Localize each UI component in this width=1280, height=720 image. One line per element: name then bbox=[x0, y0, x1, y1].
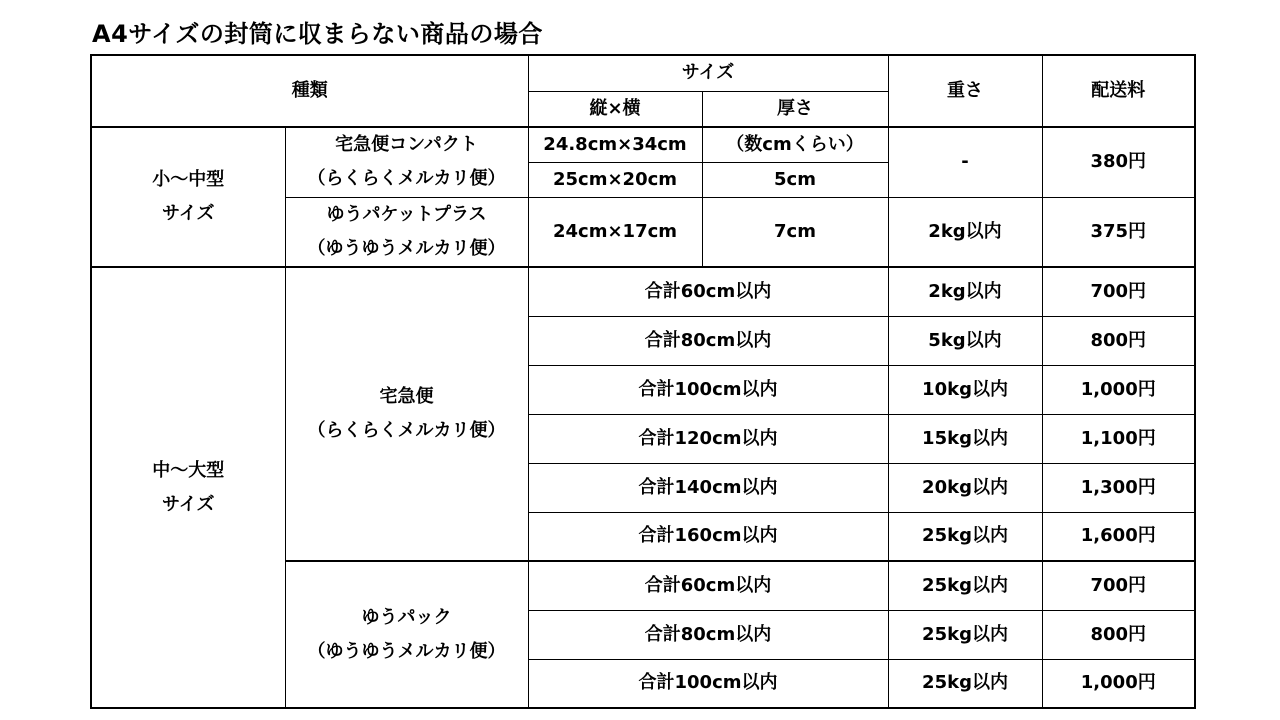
fee-cell: 1,600円 bbox=[1042, 512, 1195, 561]
category-label-line: サイズ bbox=[161, 202, 215, 224]
service-name: 宅急便 bbox=[379, 386, 434, 407]
weight-cell: 25kg以内 bbox=[888, 512, 1042, 561]
dims-cell: 25cm×20cm bbox=[528, 162, 702, 197]
dims-cell: 24cm×17cm bbox=[528, 197, 702, 267]
weight-cell: 10kg以内 bbox=[888, 365, 1042, 414]
fee-cell: 1,300円 bbox=[1042, 463, 1195, 512]
fee-cell: 700円 bbox=[1042, 561, 1195, 610]
dims-cell: 24.8cm×34cm bbox=[528, 127, 702, 163]
header-fee: 配送料 bbox=[1042, 55, 1195, 127]
table-row bbox=[91, 267, 1195, 316]
service-name: ゆうパケットプラス bbox=[326, 203, 487, 225]
service-packet bbox=[285, 197, 528, 267]
weight-cell: 20kg以内 bbox=[888, 463, 1042, 512]
size-cell: 合計100cm以内 bbox=[528, 659, 888, 708]
service-subname: （ゆうゆうメルカリ便） bbox=[307, 237, 506, 259]
header-thickness: 厚さ bbox=[702, 91, 888, 127]
service-subname: （らくらくメルカリ便） bbox=[307, 168, 506, 189]
fee-cell: 380円 bbox=[1042, 127, 1195, 198]
weight-cell: 25kg以内 bbox=[888, 659, 1042, 708]
thickness-cell: 5cm bbox=[702, 162, 888, 197]
fee-cell: 800円 bbox=[1042, 316, 1195, 365]
weight-cell: 25kg以内 bbox=[888, 610, 1042, 659]
page-title: A4サイズの封筒に収まらない商品の場合 bbox=[92, 20, 543, 48]
weight-cell: 25kg以内 bbox=[888, 561, 1042, 610]
fee-cell: 1,000円 bbox=[1042, 659, 1195, 708]
size-cell: 合計140cm以内 bbox=[528, 463, 888, 512]
shipping-table bbox=[90, 54, 1196, 709]
header-weight: 重さ bbox=[888, 55, 1042, 127]
weight-cell: 5kg以内 bbox=[888, 316, 1042, 365]
service-compact bbox=[285, 127, 528, 198]
header-row bbox=[91, 55, 1195, 91]
table-row bbox=[91, 127, 1195, 163]
fee-cell: 1,100円 bbox=[1042, 414, 1195, 463]
category-label-line: サイズ bbox=[161, 493, 215, 515]
size-cell: 合計60cm以内 bbox=[528, 267, 888, 316]
weight-cell: 2kg以内 bbox=[888, 267, 1042, 316]
fee-cell: 1,000円 bbox=[1042, 365, 1195, 414]
weight-cell: 15kg以内 bbox=[888, 414, 1042, 463]
thickness-cell: （数cmくらい） bbox=[702, 127, 888, 163]
service-subname: （ゆうゆうメルカリ便） bbox=[307, 640, 506, 662]
size-cell: 合計60cm以内 bbox=[528, 561, 888, 610]
header-dims: 縦×横 bbox=[528, 91, 702, 127]
service-subname: （らくらくメルカリ便） bbox=[307, 420, 506, 441]
size-cell: 合計80cm以内 bbox=[528, 610, 888, 659]
category-large bbox=[91, 267, 285, 708]
header-kind: 種類 bbox=[91, 55, 528, 127]
size-cell: 合計100cm以内 bbox=[528, 365, 888, 414]
size-cell: 合計120cm以内 bbox=[528, 414, 888, 463]
fee-cell: 800円 bbox=[1042, 610, 1195, 659]
size-cell: 合計160cm以内 bbox=[528, 512, 888, 561]
weight-cell: - bbox=[888, 127, 1042, 198]
header-size: サイズ bbox=[528, 55, 888, 91]
fee-cell: 375円 bbox=[1042, 197, 1195, 267]
category-label-line: 中～大型 bbox=[152, 459, 225, 481]
thickness-cell: 7cm bbox=[702, 197, 888, 267]
size-cell: 合計80cm以内 bbox=[528, 316, 888, 365]
service-yupack bbox=[285, 561, 528, 708]
category-label-line: 小～中型 bbox=[152, 168, 225, 190]
service-name: ゆうパック bbox=[361, 606, 452, 628]
service-name: 宅急便コンパクト bbox=[335, 134, 478, 155]
service-takkyubin bbox=[285, 267, 528, 561]
category-small bbox=[91, 127, 285, 268]
weight-cell: 2kg以内 bbox=[888, 197, 1042, 267]
fee-cell: 700円 bbox=[1042, 267, 1195, 316]
